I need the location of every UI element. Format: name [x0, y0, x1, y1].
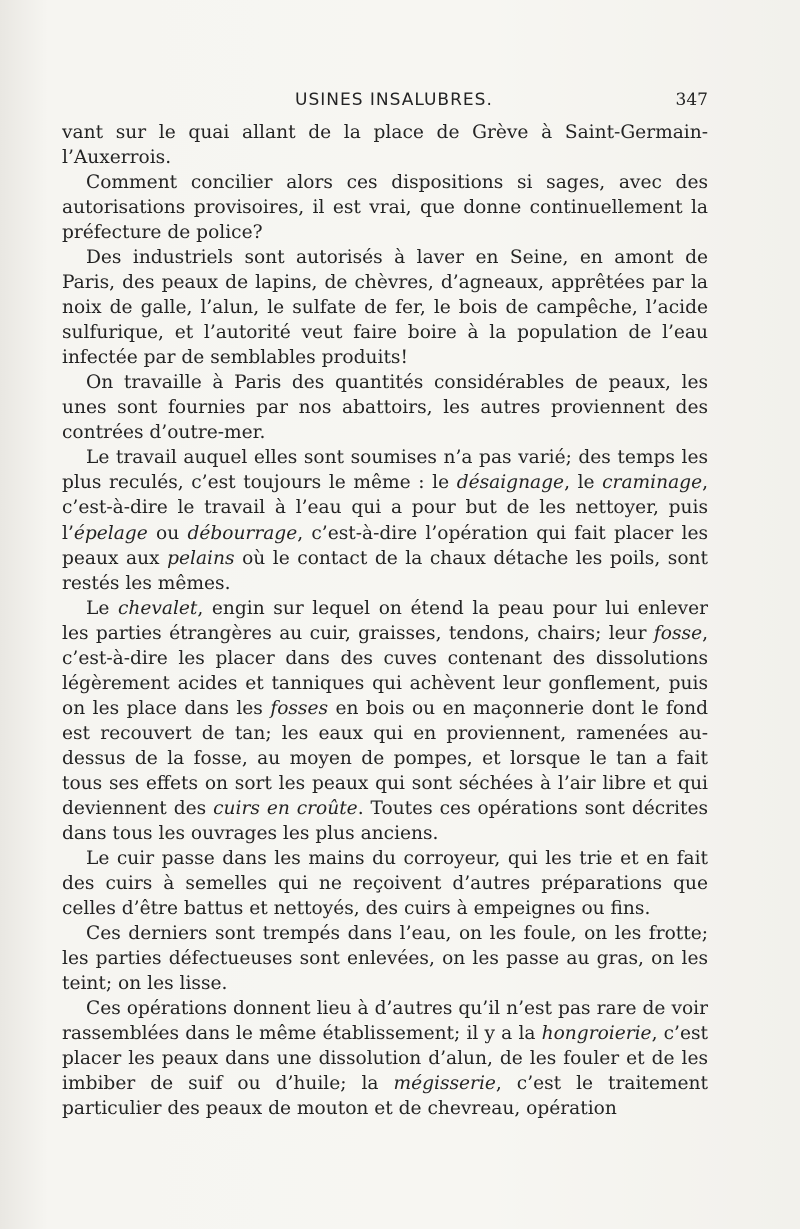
paragraph: Le travail auquel elles sont soumises n’a pas varié; des temps les plus reculés, c’est toujours le même : le désaignage, le craminage, c’est-à-dire le travail à l’eau qui a pour but de les nettoyer, puis l’épelage ou débourrage, c’est-à-dire l’opération qui fait placer les peaux aux pelains où le contact de la chaux détache les poils, sont restés les mêmes.: [62, 447, 708, 594]
paragraph: Le cuir passe dans les mains du corroyeur, qui les trie et en fait des cuirs à semelles qui ne reçoivent d’autres préparations que celles d’être battus et nettoyés, des cuirs à empeignes ou fins.: [62, 847, 708, 919]
running-title: USINES INSALUBRES.: [295, 90, 493, 110]
italic-term: désaignage: [456, 472, 565, 494]
italic-term: chevalet: [117, 597, 198, 619]
italic-term: hongroierie: [541, 1023, 652, 1045]
paragraph: vant sur le quai allant de la place de Grève à Saint-Germain-l’Auxerrois.: [62, 122, 708, 169]
paragraph: Comment concilier alors ces dispositions si sages, avec des autorisations provisoires, il est vrai, que donne continuellement la préfecture de police?: [62, 172, 708, 244]
italic-term: fosses: [270, 697, 329, 719]
italic-term: pelains: [167, 547, 235, 569]
italic-term: cuirs en croûte: [213, 797, 358, 819]
italic-term: mégisserie: [393, 1073, 496, 1095]
paragraph: On travaille à Paris des quantités considérables de peaux, les unes sont fournies par nos abattoirs, les autres proviennent des contrées d’outre-mer.: [62, 372, 708, 444]
italic-term: débourrage: [187, 522, 298, 544]
paragraph: Ces opérations donnent lieu à d’autres qu’il n’est pas rare de voir rassemblées dans le même établissement; il y a la hongroierie, c’est placer les peaux dans une dissolution d’alun, de les fouler et de les imbiber de suif ou d’huile; la mégisserie, c’est le traitement particulier des peaux de mouton et de chevreau, opération: [62, 998, 708, 1120]
italic-term: épelage: [73, 522, 148, 544]
page-number: 347: [675, 90, 708, 110]
italic-term: fosse: [653, 622, 703, 644]
paragraph: Des industriels sont autorisés à laver en Seine, en amont de Paris, des peaux de lapins, de chèvres, d’agneaux, apprêtées par la noix de galle, l’alun, le sulfate de fer, le bois de campêche, l’acide sulfurique, et l’autorité veut faire boire à la population de l’eau infectée par de semblables produits!: [62, 247, 708, 369]
page-header: [62, 86, 708, 120]
paragraph: Ces derniers sont trempés dans l’eau, on les foule, on les frotte; les parties défectueuses sont enlevées, on les passe au gras, on les teint; on les lisse.: [62, 923, 708, 995]
body-text: [62, 120, 708, 1121]
paragraph: Le chevalet, engin sur lequel on étend la peau pour lui enlever les parties étrangères au cuir, graisses, tendons, chairs; leur fosse, c’est-à-dire les placer dans des cuves contenant des dissolutions légèrement acides et tanniques qui achèvent leur gonflement, puis on les place dans les fosses en bois ou en maçonnerie dont le fond est recouvert de tan; les eaux qui en proviennent, ramenées au-dessus de la fosse, au moyen de pompes, et lorsque le tan a fait tous ses effets on sort les peaux qui sont séchées à l’air libre et qui deviennent des cuirs en croûte. Toutes ces opérations sont décrites dans tous les ouvrages les plus anciens.: [62, 597, 709, 844]
italic-term: craminage: [602, 472, 703, 494]
